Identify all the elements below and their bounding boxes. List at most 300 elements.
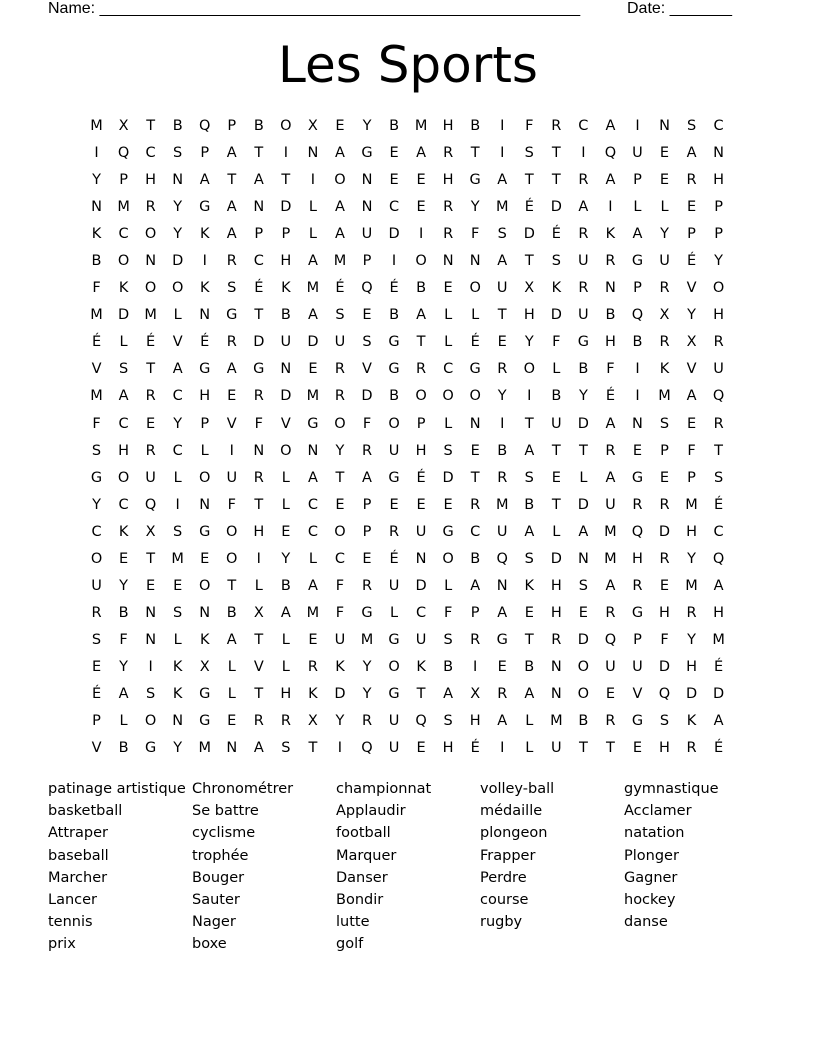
grid-letter: K <box>308 685 318 702</box>
grid-letter: V <box>172 334 183 351</box>
grid-letter: X <box>659 307 670 324</box>
grid-letter: K <box>172 658 183 675</box>
grid-letter: G <box>361 145 373 162</box>
grid-letter: F <box>227 496 236 513</box>
grid-letter: C <box>713 523 724 540</box>
grid-letter: H <box>686 523 697 540</box>
grid-letter: K <box>605 226 616 243</box>
grid-letter: R <box>334 388 345 405</box>
grid-letter: G <box>388 631 400 648</box>
grid-letter: M <box>414 118 428 134</box>
grid-letter: D <box>280 199 292 216</box>
grid-letter: É <box>714 740 724 757</box>
grid-letter: Q <box>144 496 157 513</box>
grid-letter: G <box>631 604 644 621</box>
grid-letter: H <box>253 523 265 540</box>
grid-letter: E <box>308 361 318 378</box>
grid-letter: I <box>175 496 180 513</box>
grid-letter: M <box>658 388 671 405</box>
grid-letter: U <box>578 253 589 270</box>
word-list-item: patinage artistique <box>48 781 186 797</box>
grid-letter: I <box>527 388 532 405</box>
grid-letter: E <box>686 199 697 216</box>
grid-letter: E <box>416 740 426 757</box>
grid-letter: B <box>172 118 183 134</box>
grid-letter: G <box>226 307 238 324</box>
grid-letter: S <box>173 604 183 621</box>
grid-letter: Y <box>173 740 183 757</box>
grid-letter: B <box>524 496 535 513</box>
grid-letter: R <box>497 685 508 702</box>
grid-letter: S <box>118 361 129 378</box>
grid-letter: A <box>524 523 535 540</box>
grid-letter: A <box>199 172 210 189</box>
grid-letter: Q <box>604 145 617 162</box>
grid-letter: M <box>144 307 157 324</box>
grid-letter: A <box>443 685 454 702</box>
grid-letter: I <box>283 145 288 162</box>
grid-row <box>83 546 732 573</box>
grid-letter: Y <box>497 388 507 405</box>
grid-letter: É <box>470 334 480 351</box>
grid-letter: C <box>416 604 427 621</box>
grid-letter: R <box>551 631 562 648</box>
grid-letter: Y <box>281 550 291 567</box>
grid-letter: R <box>713 334 724 351</box>
grid-letter: B <box>470 550 481 567</box>
grid-letter: X <box>307 118 318 134</box>
grid-letter: R <box>443 145 454 162</box>
grid-letter: É <box>91 334 102 351</box>
grid-letter: V <box>686 361 697 378</box>
grid-letter: L <box>254 577 263 594</box>
grid-letter: X <box>145 523 156 540</box>
grid-letter: I <box>256 550 261 567</box>
grid-letter: X <box>307 713 318 730</box>
grid-letter: S <box>173 523 183 540</box>
grid-letter: O <box>226 523 238 540</box>
grid-letter: O <box>144 280 157 297</box>
grid-letter: A <box>334 199 345 216</box>
grid-letter: U <box>145 469 156 486</box>
grid-letter: A <box>226 145 237 162</box>
grid-letter: S <box>686 118 697 134</box>
grid-letter: F <box>525 118 534 134</box>
grid-letter: A <box>226 361 237 378</box>
grid-letter: E <box>416 496 426 513</box>
grid-letter: A <box>253 172 264 189</box>
grid-letter: R <box>361 713 373 730</box>
grid-letter: D <box>577 496 589 513</box>
grid-letter: Q <box>117 145 130 162</box>
grid-letter: É <box>146 334 156 351</box>
grid-letter: A <box>686 145 697 162</box>
word-list-item: Marcher <box>48 869 108 886</box>
grid-letter: P <box>633 631 642 648</box>
grid-letter: I <box>500 415 505 432</box>
date-field-label: Date: _______ <box>627 0 732 17</box>
grid-letter: G <box>388 469 400 486</box>
grid-letter: B <box>118 740 129 757</box>
grid-letter: X <box>470 685 481 702</box>
grid-letter: O <box>577 685 590 702</box>
grid-letter: L <box>308 550 317 567</box>
grid-letter: Y <box>714 253 724 270</box>
grid-letter: O <box>144 713 157 730</box>
grid-row <box>83 438 732 465</box>
grid-letter: N <box>550 658 562 675</box>
grid-row <box>83 411 732 438</box>
grid-letter: A <box>416 307 427 324</box>
grid-letter: H <box>713 307 725 324</box>
grid-letter: C <box>307 496 318 513</box>
grid-letter: K <box>91 226 102 243</box>
grid-letter: K <box>199 280 210 297</box>
grid-letter: Q <box>712 388 725 405</box>
grid-letter: B <box>416 280 427 297</box>
grid-letter: N <box>604 280 616 297</box>
grid-letter: A <box>605 577 616 594</box>
grid-letter: T <box>551 145 561 162</box>
grid-letter: S <box>524 469 534 486</box>
grid-letter: U <box>496 280 508 297</box>
grid-letter: O <box>334 172 346 189</box>
grid-letter: A <box>226 226 237 243</box>
grid-letter: O <box>442 388 454 405</box>
grid-letter: O <box>226 550 238 567</box>
grid-letter: Y <box>92 496 101 513</box>
grid-letter: I <box>418 226 424 243</box>
word-list-item: volley-ball <box>480 781 555 797</box>
grid-letter: B <box>605 307 616 324</box>
grid-letter: R <box>659 280 670 297</box>
grid-letter: L <box>227 685 236 702</box>
grid-letter: N <box>361 199 373 216</box>
grid-letter: L <box>281 658 290 675</box>
grid-letter: F <box>471 226 480 243</box>
grid-letter: Y <box>660 226 669 243</box>
grid-row <box>83 627 732 654</box>
grid-letter: A <box>307 307 318 324</box>
grid-letter: A <box>578 523 589 540</box>
grid-letter: I <box>635 361 640 378</box>
grid-letter: X <box>524 280 535 297</box>
grid-letter: E <box>308 631 318 648</box>
grid-letter: A <box>605 172 616 189</box>
grid-letter: R <box>361 442 373 459</box>
grid-letter: C <box>118 226 129 243</box>
word-search-grid <box>83 113 732 762</box>
grid-letter: G <box>577 334 589 351</box>
grid-letter: A <box>578 199 589 216</box>
grid-letter: L <box>525 713 534 730</box>
grid-letter: N <box>253 442 265 459</box>
grid-letter: D <box>280 388 292 405</box>
grid-letter: P <box>200 415 210 432</box>
grid-letter: X <box>199 658 210 675</box>
grid-letter: L <box>444 334 453 351</box>
grid-letter: V <box>226 415 237 432</box>
grid-letter: É <box>470 740 480 757</box>
grid-letter: E <box>362 307 372 324</box>
grid-letter: M <box>117 199 130 216</box>
grid-letter: S <box>659 713 670 730</box>
grid-letter: H <box>659 740 670 757</box>
grid-letter: E <box>659 172 670 189</box>
grid-letter: Q <box>415 713 427 730</box>
grid-letter: C <box>172 442 183 459</box>
grid-letter: É <box>389 550 399 567</box>
grid-letter: E <box>227 388 237 405</box>
grid-letter: O <box>280 442 292 459</box>
grid-letter: C <box>334 550 345 567</box>
grid-letter: C <box>253 253 264 270</box>
grid-letter: Y <box>470 199 480 216</box>
grid-letter: A <box>118 685 129 702</box>
word-list-item: championnat <box>336 781 432 797</box>
grid-letter: É <box>551 226 561 243</box>
grid-letter: F <box>687 442 696 459</box>
grid-letter: E <box>443 280 453 297</box>
grid-letter: S <box>362 334 372 351</box>
grid-letter: Y <box>578 388 588 405</box>
grid-letter: R <box>686 172 697 189</box>
grid-letter: H <box>442 172 454 189</box>
grid-letter: U <box>388 577 400 594</box>
grid-letter: B <box>578 361 589 378</box>
grid-letter: K <box>659 361 670 378</box>
grid-letter: E <box>91 658 102 675</box>
grid-letter: R <box>632 577 643 594</box>
grid-letter: U <box>388 713 400 730</box>
grid-letter: E <box>335 496 345 513</box>
grid-letter: D <box>307 334 319 351</box>
grid-letter: R <box>443 226 454 243</box>
grid-letter: H <box>550 577 562 594</box>
grid-letter: Q <box>361 740 373 757</box>
grid-letter: V <box>632 685 643 702</box>
grid-letter: H <box>713 604 725 621</box>
grid-letter: S <box>443 713 453 730</box>
grid-letter: R <box>578 172 589 189</box>
grid-row <box>83 383 732 410</box>
grid-letter: O <box>577 658 590 675</box>
grid-letter: F <box>443 604 453 621</box>
grid-letter: O <box>469 388 481 405</box>
grid-letter: N <box>280 361 292 378</box>
grid-letter: D <box>577 631 589 648</box>
grid-letter: A <box>334 226 345 243</box>
grid-letter: N <box>442 253 454 270</box>
grid-letter: T <box>416 685 426 702</box>
grid-letter: E <box>632 442 643 459</box>
grid-letter: Q <box>658 685 671 702</box>
word-list-item: plongeon <box>480 825 548 842</box>
word-list-item: prix <box>48 936 76 953</box>
grid-letter: S <box>524 550 534 567</box>
grid-letter: V <box>253 658 264 675</box>
grid-letter: H <box>199 388 211 405</box>
grid-letter: R <box>470 631 481 648</box>
word-list-item: Applaudir <box>336 803 406 820</box>
grid-letter: Y <box>687 307 696 324</box>
grid-letter: I <box>310 172 316 189</box>
grid-letter: G <box>388 361 400 378</box>
grid-letter: R <box>145 388 156 405</box>
grid-letter: T <box>335 469 345 486</box>
grid-letter: P <box>416 415 426 432</box>
word-list-item: Perdre <box>480 869 527 886</box>
grid-letter: R <box>605 604 616 621</box>
grid-letter: L <box>308 226 317 243</box>
grid-letter: T <box>227 577 237 594</box>
grid-letter: R <box>632 496 643 513</box>
grid-letter: B <box>470 118 481 134</box>
grid-letter: B <box>578 713 589 730</box>
grid-letter: F <box>606 361 615 378</box>
grid-letter: R <box>605 253 616 270</box>
grid-letter: L <box>227 658 236 675</box>
grid-letter: E <box>416 172 426 189</box>
grid-letter: G <box>631 713 644 730</box>
grid-letter: K <box>686 713 697 730</box>
grid-letter: M <box>306 280 320 297</box>
grid-letter: U <box>226 469 238 486</box>
grid-letter: A <box>118 388 129 405</box>
grid-letter: G <box>469 361 481 378</box>
grid-letter: L <box>444 307 453 324</box>
grid-letter: Y <box>119 577 128 594</box>
grid-letter: N <box>577 550 589 567</box>
grid-row <box>83 329 732 356</box>
grid-letter: E <box>470 442 480 459</box>
grid-letter: R <box>416 361 427 378</box>
grid-letter: É <box>524 199 534 216</box>
grid-letter: P <box>633 172 642 189</box>
word-list-item: lutte <box>336 914 370 931</box>
grid-letter: F <box>92 415 101 432</box>
grid-letter: R <box>253 469 264 486</box>
grid-letter: Y <box>92 172 101 189</box>
grid-letter: V <box>91 740 102 757</box>
grid-letter: G <box>631 469 644 486</box>
grid-letter: R <box>497 361 508 378</box>
grid-letter: B <box>389 307 400 324</box>
grid-letter: P <box>470 604 480 621</box>
grid-letter: H <box>550 604 562 621</box>
grid-letter: N <box>469 253 481 270</box>
grid-letter: O <box>469 280 481 297</box>
grid-row <box>83 302 732 329</box>
grid-letter: G <box>496 631 508 648</box>
grid-letter: O <box>199 469 211 486</box>
grid-letter: I <box>500 740 505 757</box>
grid-letter: A <box>280 604 291 621</box>
grid-letter: L <box>173 631 182 648</box>
grid-letter: É <box>91 685 102 702</box>
grid-letter: E <box>605 685 615 702</box>
grid-letter: L <box>471 307 480 324</box>
grid-letter: P <box>227 118 237 134</box>
grid-letter: X <box>253 604 264 621</box>
grid-letter: R <box>361 577 373 594</box>
grid-letter: U <box>551 415 562 432</box>
grid-letter: P <box>200 145 210 162</box>
grid-letter: D <box>388 226 400 243</box>
grid-letter: G <box>307 415 319 432</box>
grid-letter: Y <box>524 334 534 351</box>
grid-letter: R <box>389 523 400 540</box>
grid-letter: T <box>146 118 156 134</box>
grid-letter: D <box>550 307 562 324</box>
grid-letter: A <box>226 199 237 216</box>
grid-letter: R <box>334 361 345 378</box>
grid-letter: D <box>523 226 535 243</box>
grid-letter: D <box>172 253 184 270</box>
grid-letter: A <box>362 469 372 486</box>
grid-letter: Y <box>687 550 696 567</box>
grid-letter: I <box>500 145 505 162</box>
grid-letter: L <box>660 199 669 216</box>
grid-letter: G <box>631 253 644 270</box>
grid-letter: E <box>578 604 588 621</box>
grid-letter: D <box>550 550 562 567</box>
grid-letter: A <box>253 740 264 757</box>
grid-letter: C <box>118 496 129 513</box>
grid-letter: N <box>632 415 643 432</box>
grid-letter: H <box>118 442 130 459</box>
grid-letter: E <box>173 577 183 594</box>
grid-letter: S <box>91 631 102 648</box>
grid-row <box>83 248 732 275</box>
grid-letter: M <box>685 577 698 594</box>
grid-letter: M <box>90 118 103 134</box>
grid-letter: A <box>307 469 318 486</box>
grid-letter: G <box>144 740 157 757</box>
grid-letter: Y <box>335 442 345 459</box>
grid-letter: E <box>632 740 643 757</box>
grid-letter: L <box>119 334 128 351</box>
grid-letter: P <box>362 253 372 270</box>
word-list-item: tennis <box>48 914 93 931</box>
grid-letter: R <box>551 118 562 134</box>
grid-letter: H <box>523 307 535 324</box>
grid-row <box>83 275 732 302</box>
grid-letter: B <box>253 118 264 134</box>
grid-letter: R <box>659 550 670 567</box>
grid-letter: D <box>334 685 346 702</box>
grid-letter: I <box>202 253 207 270</box>
grid-letter: D <box>658 523 671 540</box>
grid-letter: V <box>686 280 697 297</box>
grid-letter: C <box>91 523 102 540</box>
grid-letter: L <box>281 631 290 648</box>
grid-letter: T <box>578 740 588 757</box>
grid-letter: U <box>632 145 643 162</box>
grid-row <box>83 573 732 600</box>
grid-letter: Y <box>173 415 183 432</box>
grid-letter: G <box>90 469 103 486</box>
grid-letter: M <box>495 199 509 216</box>
grid-letter: T <box>254 145 264 162</box>
grid-letter: T <box>524 415 534 432</box>
grid-letter: T <box>714 442 724 459</box>
grid-letter: F <box>119 631 128 648</box>
grid-letter: B <box>280 577 291 594</box>
grid-letter: G <box>469 172 481 189</box>
grid-letter: E <box>497 334 507 351</box>
grid-letter: E <box>362 550 372 567</box>
